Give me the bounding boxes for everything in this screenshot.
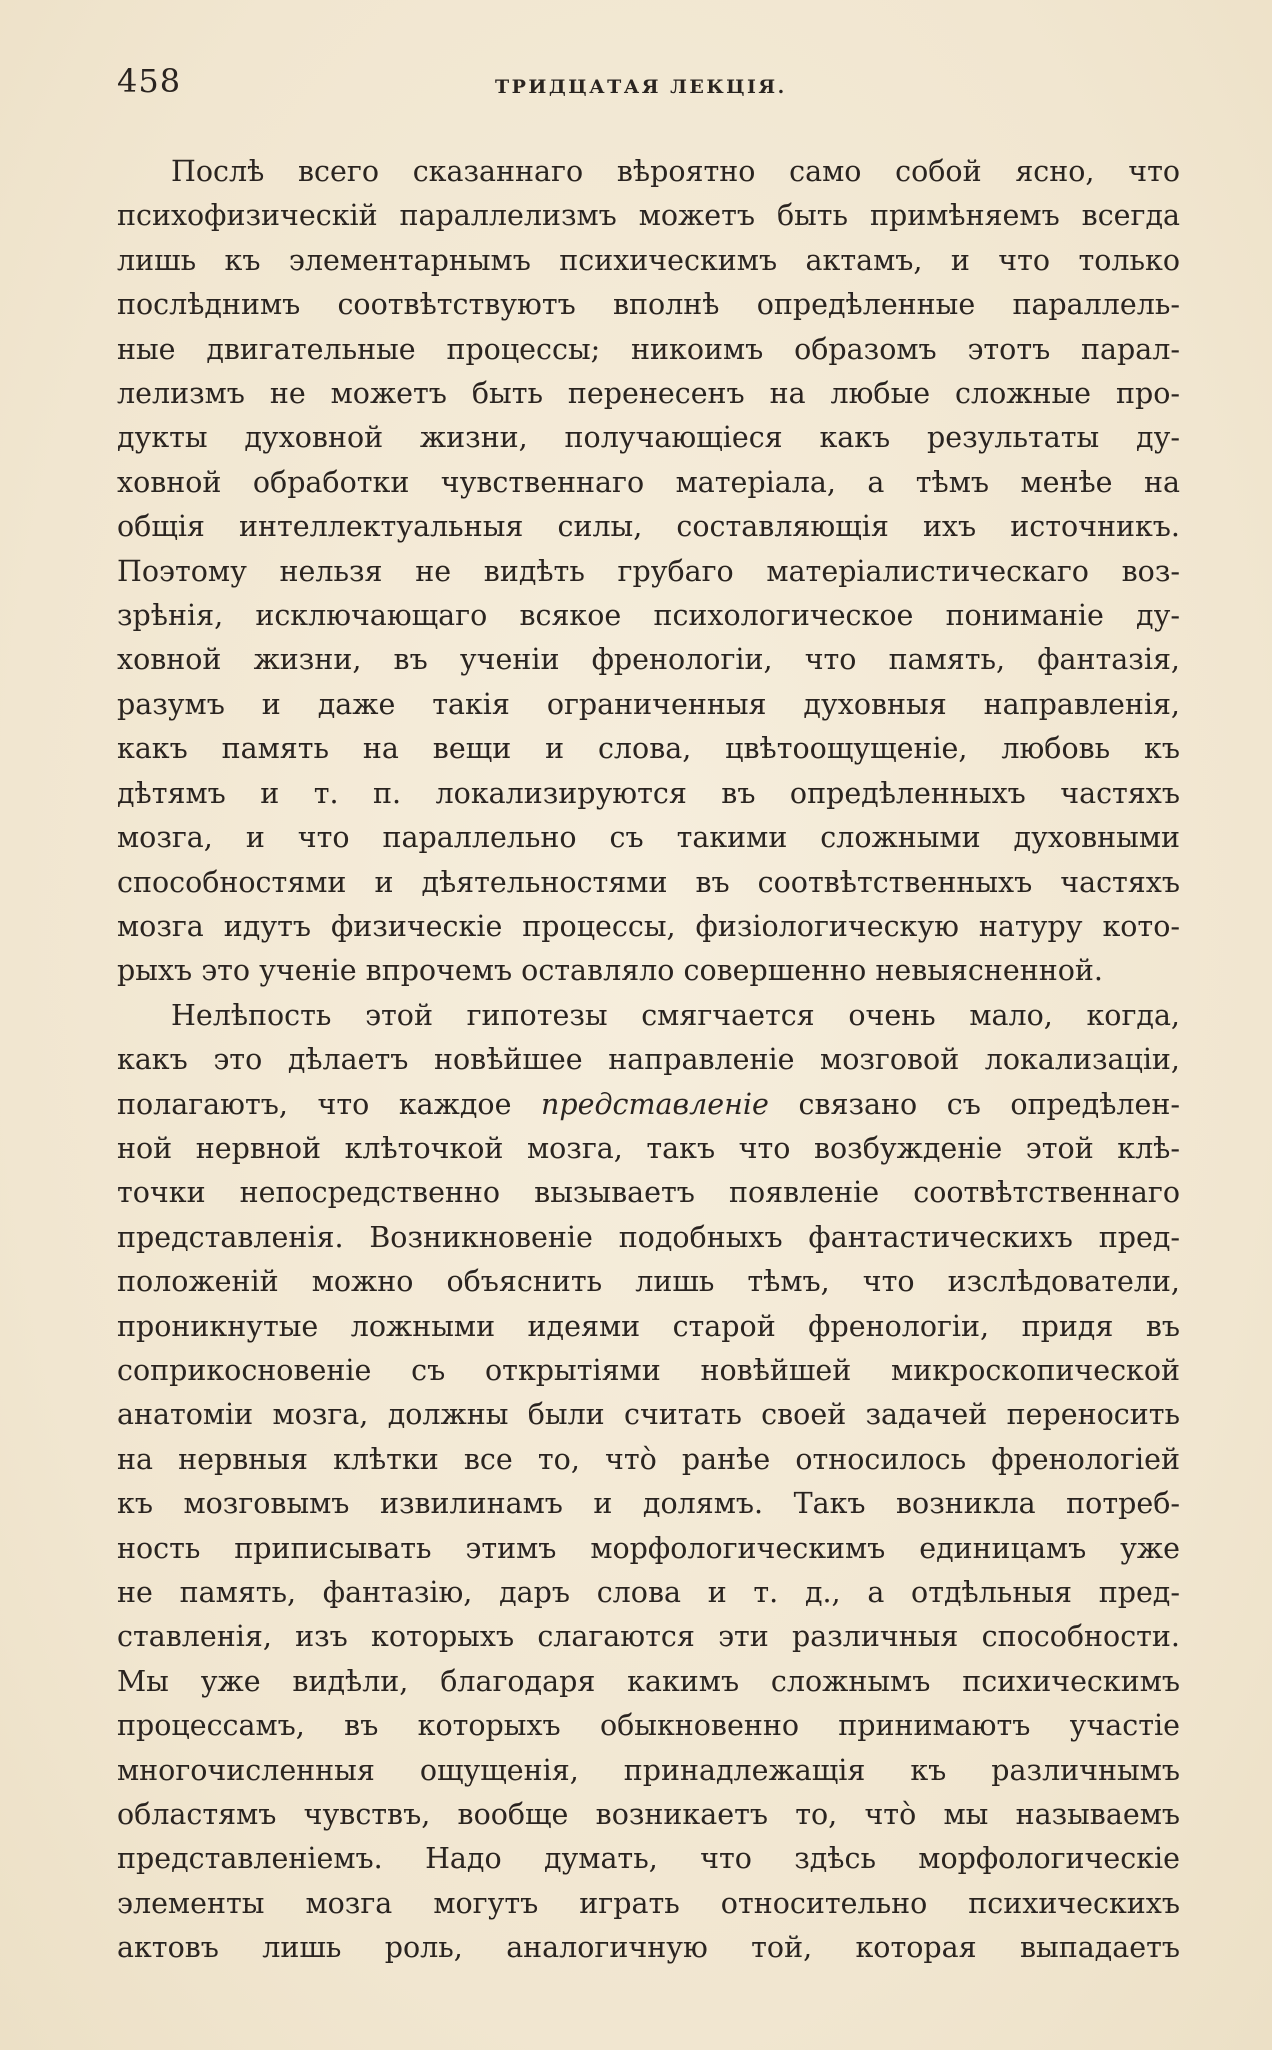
text-line: Мы уже видѣли, благодаря какимъ сложнымъ психическимъ [117, 1664, 1180, 1698]
text-line: мозга, и что параллельно съ такими сложными духовными [117, 821, 1180, 855]
text-line: на нервныя клѣтки все то, что̀ ранѣе относилось френологіей [117, 1442, 1180, 1476]
text-line: способностями и дѣятельностями въ соотвѣтственныхъ частяхъ [117, 865, 1180, 899]
running-head: ТРИДЦАТАЯ ЛЕКЦІЯ. [495, 76, 787, 98]
text-line: соприкосновеніе съ открытіями новѣйшей микроскопической [117, 1353, 1180, 1387]
paragraph-1 [117, 150, 1180, 994]
italic-term: представленіе [541, 1087, 769, 1121]
text-line: психофизическій параллелизмъ можетъ быть примѣняемъ всегда [117, 199, 1180, 233]
text-line-with-emphasis [117, 1083, 1180, 1127]
text-line: положеній можно объяснить лишь тѣмъ, что изслѣдователи, [117, 1265, 1180, 1299]
text-line: актовъ лишь роль, аналогичную той, которая выпадаетъ [117, 1931, 1180, 1965]
text-line: ной нервной клѣточкой мозга, такъ что возбужденіе этой клѣ- [117, 1131, 1180, 1165]
text-segment: полагаютъ, что каждое [117, 1087, 542, 1121]
text-line: послѣднимъ соотвѣтствуютъ вполнѣ опредѣленные параллель- [117, 288, 1180, 322]
text-line: Нелѣпость этой гипотезы смягчается очень мало, когда, [171, 998, 1180, 1032]
text-line: проникнутые ложными идеями старой френологіи, придя въ [117, 1309, 1180, 1343]
page-number: 458 [117, 62, 182, 100]
text-line: лишь къ элементарнымъ психическимъ актамъ, и что только [117, 243, 1180, 277]
text-line: рыхъ это ученіе впрочемъ оставляло совершенно невыясненной. [117, 954, 1103, 988]
page-header [117, 62, 1187, 112]
text-line: къ мозговымъ извилинамъ и долямъ. Такъ возникла потреб- [117, 1487, 1180, 1521]
text-line: какъ память на вещи и слова, цвѣтоощущеніе, любовь къ [117, 732, 1180, 766]
text-line: разумъ и даже такія ограниченныя духовныя направленія, [117, 687, 1180, 721]
text-line: анатоміи мозга, должны были считать своей задачей переносить [117, 1398, 1180, 1432]
text-line: дукты духовной жизни, получающіеся какъ результаты ду- [117, 421, 1180, 455]
text-line: представленіемъ. Надо думать, что здѣсь морфологическіе [117, 1842, 1180, 1876]
text-line: мозга идутъ физическіе процессы, физіологическую натуру кото- [117, 909, 1180, 943]
text-line: многочисленныя ощущенія, принадлежащія къ различнымъ [117, 1753, 1180, 1787]
text-line: элементы мозга могутъ играть относительно психическихъ [117, 1886, 1180, 1920]
text-line: ховной жизни, въ ученіи френологіи, что память, фантазія, [117, 643, 1180, 677]
text-line: общія интеллектуальныя силы, составляющія ихъ источникъ. [117, 510, 1180, 544]
text-line: представленія. Возникновеніе подобныхъ фантастическихъ пред- [117, 1220, 1180, 1254]
text-line: какъ это дѣлаетъ новѣйшее направленіе мозговой локализаціи, [117, 1043, 1180, 1077]
body-text [117, 150, 1180, 1971]
text-line: Поэтому нельзя не видѣть грубаго матеріалистическаго воз- [117, 554, 1180, 588]
text-segment: связано съ опредѣлен- [768, 1087, 1180, 1121]
text-line: зрѣнія, исключающаго всякое психологическое пониманіе ду- [117, 599, 1180, 633]
text-line: областямъ чувствъ, вообще возникаетъ то, что̀ мы называемъ [117, 1798, 1180, 1832]
text-line: процессамъ, въ которыхъ обыкновенно принимаютъ участіе [117, 1709, 1180, 1743]
text-line: лелизмъ не можетъ быть перенесенъ на любые сложные про- [117, 377, 1180, 411]
text-line: ставленія, изъ которыхъ слагаются эти различныя способности. [117, 1620, 1180, 1654]
text-line: ные двигательные процессы; никоимъ образомъ этотъ парал- [117, 332, 1180, 366]
text-line: дѣтямъ и т. п. локализируются въ опредѣленныхъ частяхъ [117, 776, 1180, 810]
text-line: не память, фантазію, даръ слова и т. д., а отдѣльныя пред- [117, 1576, 1180, 1609]
paragraph-2 [117, 994, 1180, 1971]
text-line: точки непосредственно вызываетъ появленіе соотвѣтственнаго [117, 1176, 1180, 1210]
text-line: ность приписывать этимъ морфологическимъ единицамъ уже [117, 1531, 1180, 1565]
text-line: Послѣ всего сказаннаго вѣроятно само собой ясно, что [171, 155, 1180, 188]
text-line: ховной обработки чувственнаго матеріала, а тѣмъ менѣе на [117, 465, 1180, 499]
